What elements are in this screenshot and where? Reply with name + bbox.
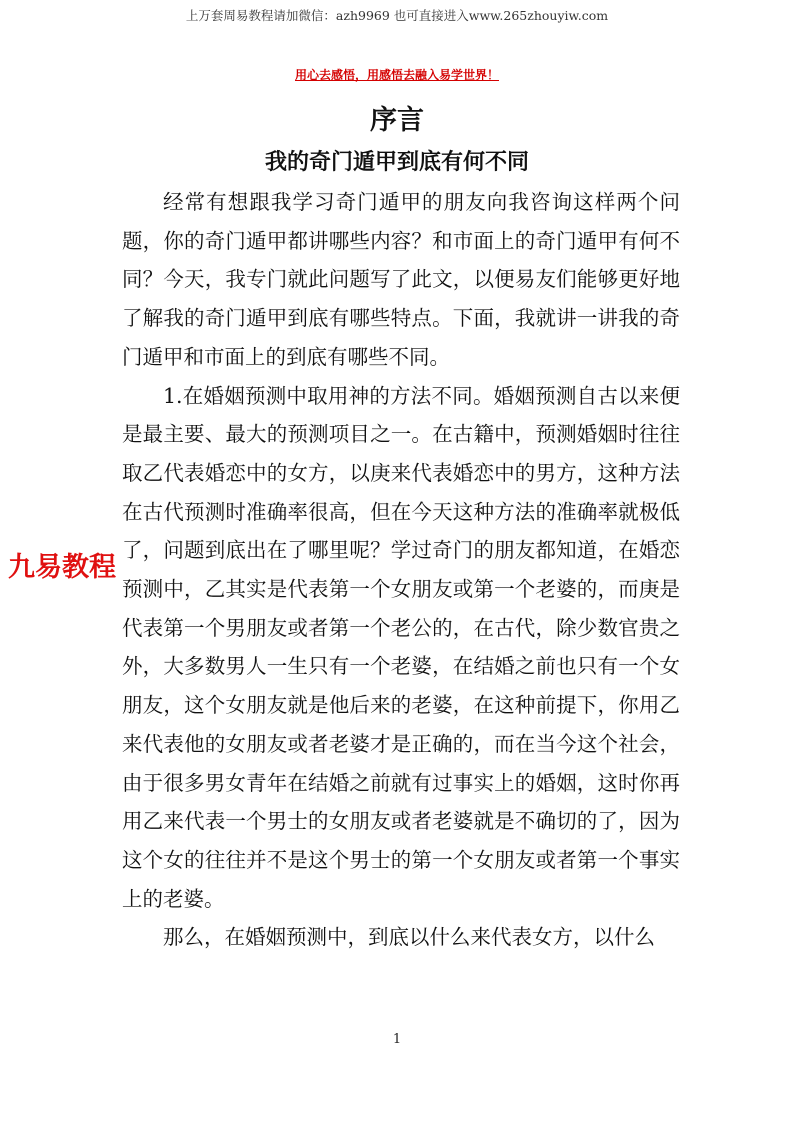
watermark: 九易教程 — [6, 545, 118, 584]
paragraph-1: 经常有想跟我学习奇门遁甲的朋友向我咨询这样两个问题，你的奇门遁甲都讲哪些内容？和市面上的奇门遁甲有何不同？今天，我专门就此问题写了此文，以便易友们能够更好地了解我的奇门遁甲到底有哪些特点。下面，我就讲一讲我的奇门遁甲和市面上的到底有哪些不同。 — [122, 190, 680, 369]
page-header: 上万套周易教程请加微信：azh9969 也可直接进入www.265zhouyiw.com — [185, 8, 609, 23]
paragraph-3: 那么，在婚姻预测中，到底以什么来代表女方，以什么 — [163, 925, 655, 950]
slogan — [0, 66, 794, 83]
slogan-text: 用心去感悟，用感悟去融入易学世界！ — [294, 68, 499, 82]
paragraph-2: 1.在婚姻预测中取用神的方法不同。婚姻预测自古以来便是最主要、最大的预测项目之一。在古籍中，预测婚姻时往往取乙代表婚恋中的女方，以庚来代表婚恋中的男方，这种方法在古代预测时准确率很高，但在今天这种方法的准确率就极低了，问题到底出在了哪里呢？学过奇门的朋友都知道，在婚恋预测中，乙其实是代表第一个女朋友或第一个老婆的，而庚是代表第一个男朋友或者第一个老公的，在古代，除少数官贵之外，大多数男人一生只有一个老婆，在结婚之前也只有一个女朋友，这个女朋友就是他后来的老婆，在这种前提下，你用乙来代表他的女朋友或者老婆才是正确的，而在当今这个社会，由于很多男女青年在结婚之前就有过事实上的婚姻，这时你再用乙来代表一个男士的女朋友或者老婆就是不确切的了，因为这个女的往往并不是这个男士的第一个女朋友或者第一个事实上的老婆。 — [122, 383, 680, 911]
body-text — [122, 183, 680, 957]
page-title: 序言 — [370, 105, 424, 136]
page-number: 1 — [392, 1032, 402, 1047]
page-subtitle: 我的奇门遁甲到底有何不同 — [264, 150, 529, 175]
